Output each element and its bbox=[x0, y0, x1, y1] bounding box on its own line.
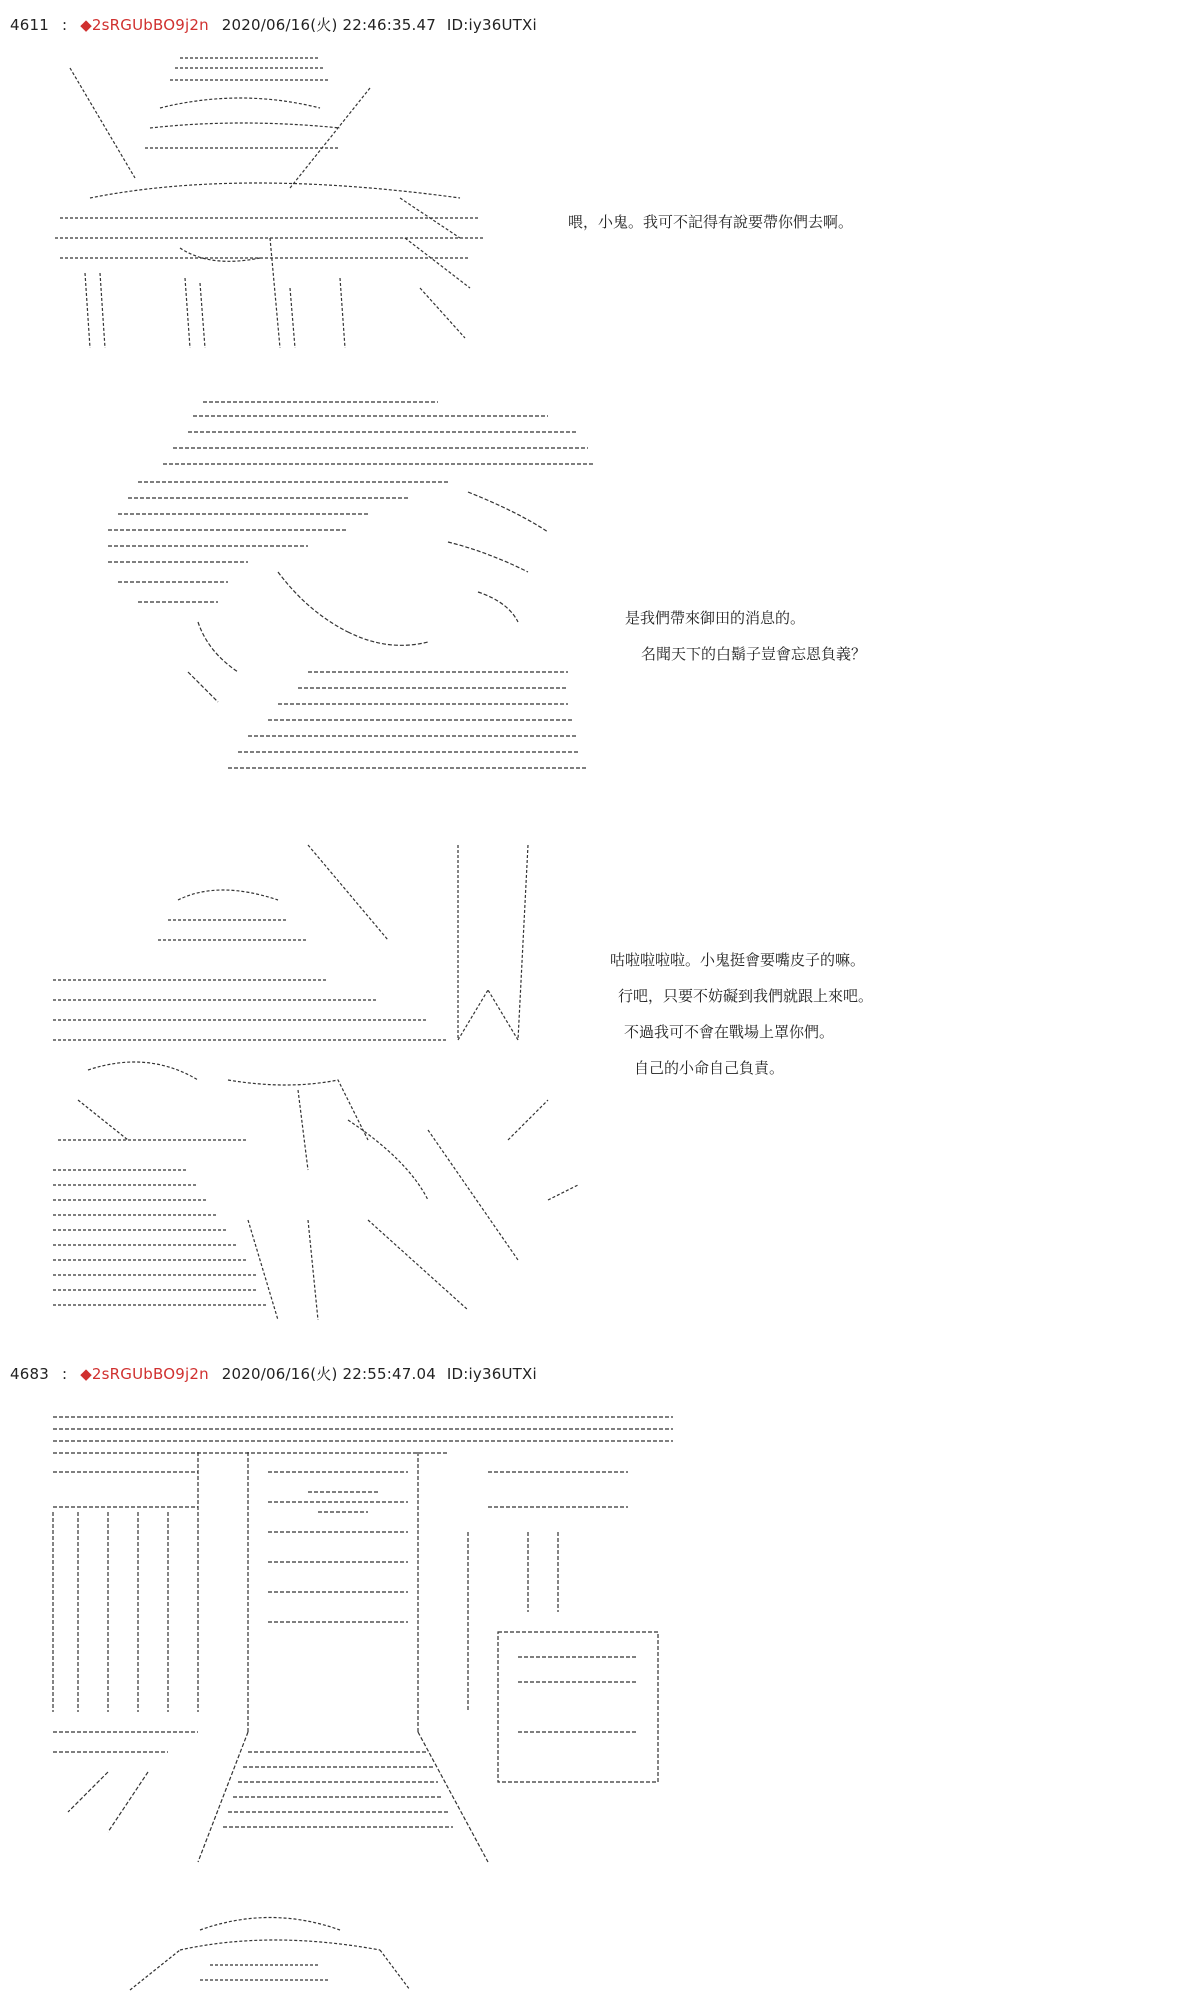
poster-trip[interactable]: ◆2sRGUbBO9j2n bbox=[80, 1365, 209, 1383]
partial-figure-ascii-art bbox=[120, 1910, 420, 2000]
dialogue-block bbox=[568, 204, 853, 240]
dialogue-line: 自己的小命自己負責。 bbox=[634, 1059, 785, 1077]
laughing-pirate-with-sword-ascii-art bbox=[48, 840, 578, 1330]
post-header bbox=[10, 14, 537, 35]
dialogue-line: 咕啦啦啦啦。小鬼挺會要嘴皮子的嘛。 bbox=[610, 951, 866, 969]
poster-trip[interactable]: ◆2sRGUbBO9j2n bbox=[80, 16, 209, 34]
post-number: 4683 bbox=[10, 1365, 49, 1383]
post-datetime: 2020/06/16(火) 22:55:47.04 bbox=[221, 1365, 436, 1383]
dialogue-block bbox=[610, 942, 873, 1086]
dialogue-block bbox=[625, 600, 866, 672]
post-number: 4611 bbox=[10, 16, 49, 34]
poster-id: ID:iy36UTXi bbox=[446, 16, 537, 34]
post-datetime: 2020/06/16(火) 22:46:35.47 bbox=[221, 16, 436, 34]
dialogue-line: 喂，小鬼。我可不記得有說要帶你們去啊。 bbox=[568, 213, 854, 231]
dialogue-line: 名聞天下的白鬍子豈會忘恩負義？ bbox=[641, 645, 867, 663]
dialogue-line: 行吧，只要不妨礙到我們就跟上來吧。 bbox=[618, 987, 874, 1005]
poster-id: ID:iy36UTXi bbox=[446, 1365, 537, 1383]
post-header bbox=[10, 1363, 537, 1384]
post-separator: : bbox=[61, 1365, 68, 1383]
post-separator: : bbox=[61, 16, 68, 34]
dialogue-line: 是我們帶來御田的消息的。 bbox=[625, 609, 806, 627]
wide-brim-hat-pirate-ascii-art bbox=[48, 392, 598, 792]
tricorn-hat-pirate-ascii-art bbox=[40, 48, 500, 348]
dialogue-line: 不過我可不會在戰場上罩你們。 bbox=[624, 1023, 835, 1041]
building-interior-ascii-art bbox=[48, 1412, 678, 1872]
